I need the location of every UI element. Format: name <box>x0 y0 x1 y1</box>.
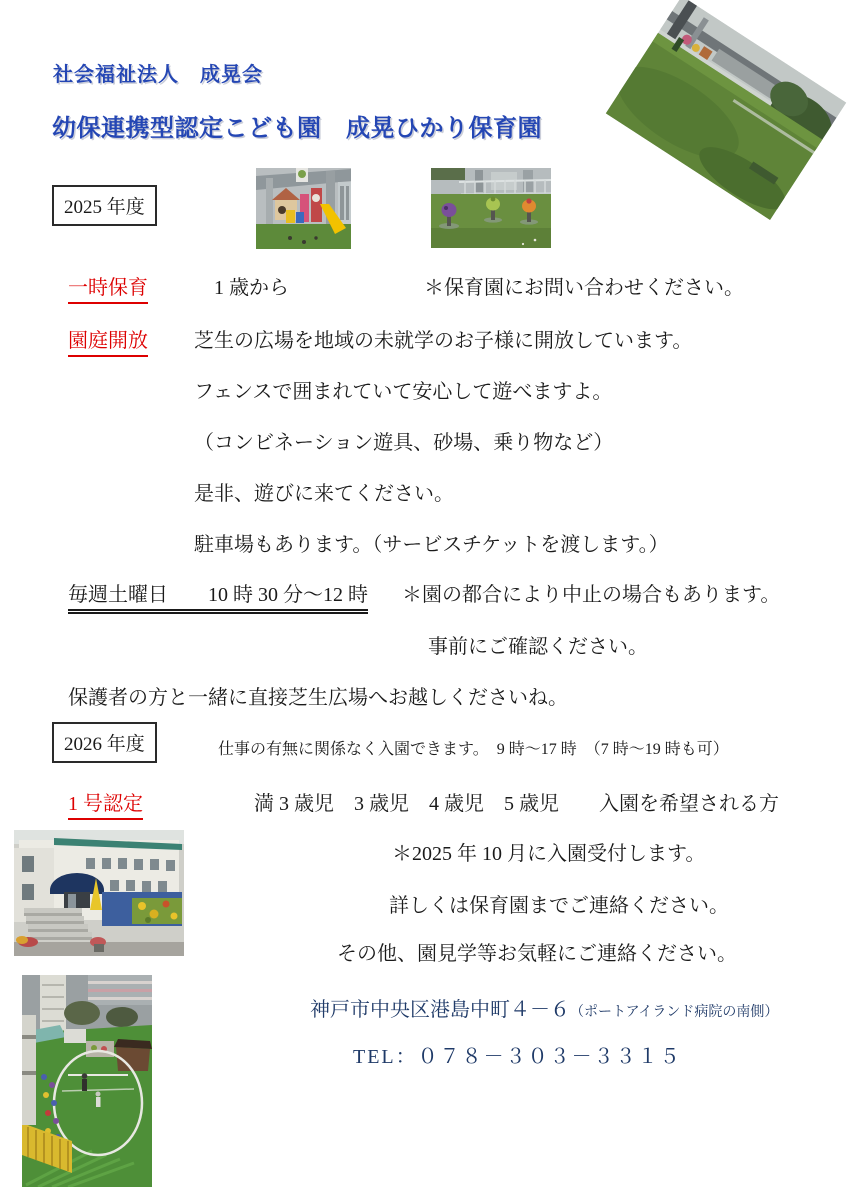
note-other: その他、園見学等お気軽にご連絡ください。 <box>337 943 737 965</box>
label-entei-kaihou: 園庭開放 <box>68 324 148 357</box>
ichiji-age: 1 歳から <box>214 277 289 299</box>
playground-equipment-photo <box>256 168 351 249</box>
saturday-schedule: 毎週土曜日 10 時 30 分～12 時 <box>68 578 368 614</box>
invite-line: 保護者の方と一緒に直接芝生広場へお越しくださいね。 <box>68 687 568 709</box>
address-line <box>310 993 778 1022</box>
saturday-note-1: ＊園の都合により中止の場合もあります。 <box>402 584 781 606</box>
spring-riders-on-lawn-photo <box>431 168 551 248</box>
label-ichigou-nintei: 1 号認定 <box>68 787 143 820</box>
year-2025-box: 2025 年度 <box>52 185 157 226</box>
saturday-note-2: 事前にご確認ください。 <box>428 636 648 658</box>
year-2026-box: 2026 年度 <box>52 722 157 763</box>
turf-yard-aerial-photo <box>22 975 152 1187</box>
entei-line-3: （コンビネーション遊具、砂場、乗り物など） <box>194 432 614 454</box>
nursery-building-entrance-photo <box>14 830 184 956</box>
note-reception: ＊2025 年 10 月に入園受付します。 <box>392 843 706 865</box>
entei-line-4: 是非、遊びに来てください。 <box>194 483 454 505</box>
label-ichiji-hoiku: 一時保育 <box>68 271 148 304</box>
entei-line-1: 芝生の広場を地域の未就学のお子様に開放しています。 <box>194 330 693 352</box>
nintei-ages-line: 満 3 歳児 3 歳児 4 歳児 5 歳児 入園を希望される方 <box>254 793 779 815</box>
ichiji-note: ＊保育園にお問い合わせください。 <box>424 277 744 299</box>
organization-name: 社会福祉法人 成晃会 <box>53 64 263 86</box>
tilted-grass-field-photo <box>606 0 847 220</box>
entei-line-5: 駐車場もあります。（サービスチケットを渡します。） <box>194 534 669 556</box>
address-main: 神戸市中央区港島中町４－６ <box>310 999 570 1021</box>
page-title: 幼保連携型認定こども園 成晃ひかり保育園 <box>52 116 542 142</box>
address-note: （ポートアイランド病院の南側） <box>570 1005 779 1020</box>
work-note: 仕事の有無に関係なく入園できます。 9 時～17 時 （7 時～19 時も可） <box>218 741 729 758</box>
note-contact: 詳しくは保育園までご連絡ください。 <box>389 895 729 917</box>
entei-line-2: フェンスで囲まれていて安心して遊べますよ。 <box>194 381 613 403</box>
phone-number: TEL：０７８－３０３－３３１５ <box>353 1046 682 1068</box>
